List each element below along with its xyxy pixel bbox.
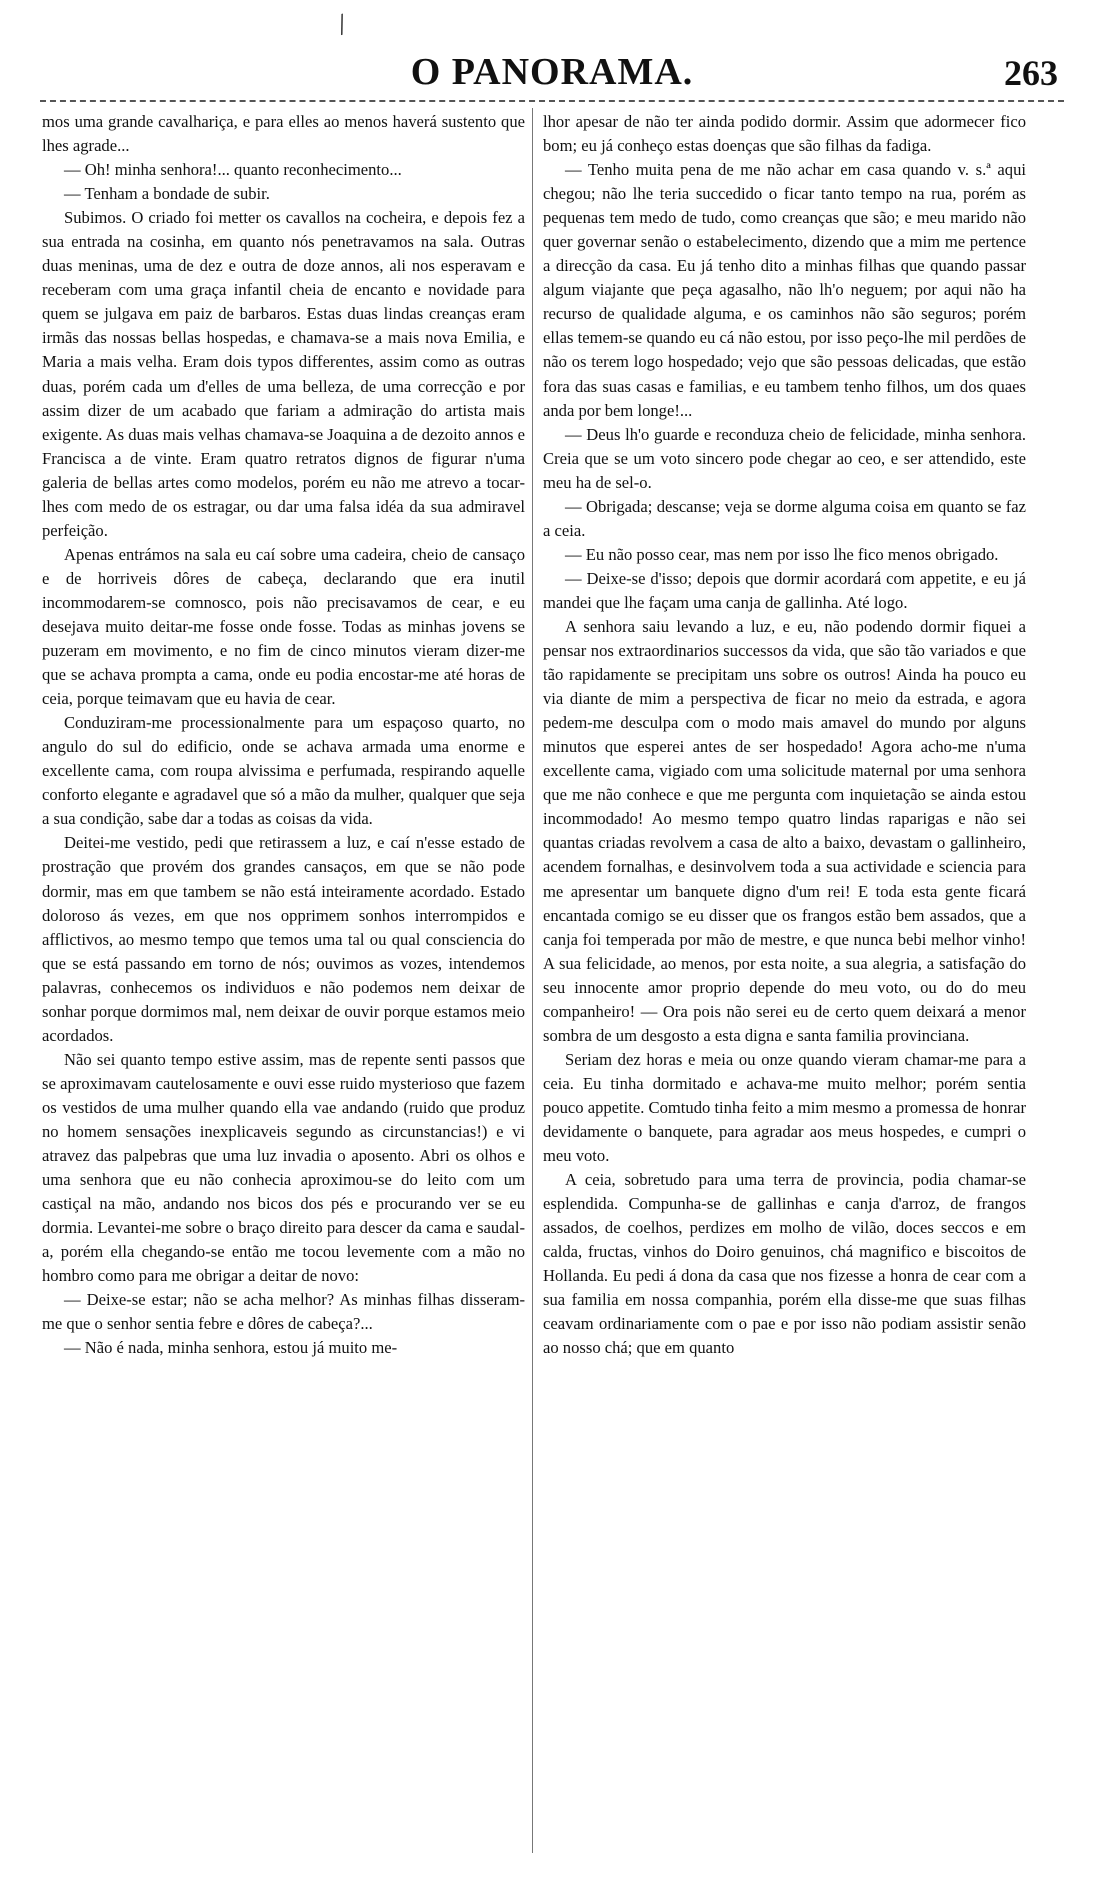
- paragraph: Deitei-me vestido, pedi que retirassem a luz, e caí n'esse estado de prostração que provém dos grandes cansaços, em que se não pode dormir, mas em que tambem se não está inteiramente acordado. Estado doloroso ás vezes, em que nos opprimem sonhos interrompidos e afflictivos, ao mesmo tempo que temos uma tal ou qual consciencia do que se está passando em torno de nós; ouvimos as vozes, intendemos palavras, conhecemos os individuos e não podemos nem deixar de sonhar porque dormimos mal, nem deixar de ouvir porque estamos meio acordados.: [42, 833, 525, 1045]
- paragraph: A ceia, sobretudo para uma terra de provincia, podia chamar-se esplendida. Compunha-se de gallinhas e canja d'arroz, de frangos assados, de coelhos, perdizes em molho de vilão, doces seccos e em calda, fructas, vinhos do Doiro genuinos, chá magnifico e biscoitos de Hollanda. Eu pedi á dona da casa que nos fizesse a honra de cear com a sua familia em nossa companhia, porém ella disse-me que suas filhas ceavam ordinariamente com o pae e por isso não podiam assistir senão ao nosso chá; que em quanto: [543, 1170, 1026, 1358]
- paragraph: — Deus lh'o guarde e reconduza cheio de felicidade, minha senhora. Creia que se um voto sincero pode chegar ao ceo, e ser attendido, este meu ha de sel-o.: [543, 424, 1026, 492]
- paragraph: — Oh! minha senhora!... quanto reconhecimento...: [64, 160, 402, 180]
- column-divider: [532, 108, 533, 1853]
- paragraph: — Tenham a bondade de subir.: [64, 184, 270, 204]
- paragraph: Seriam dez horas e meia ou onze quando vieram chamar-me para a ceia. Eu tinha dormitado e achava-me muito melhor; porém sentia pouco appetite. Comtudo tinha feito a mim mesmo a promessa de honrar devidamente o banquete, para agradar aos meus hospedes, e cumpri o meu voto.: [543, 1049, 1026, 1166]
- paragraph: Não sei quanto tempo estive assim, mas de repente senti passos que se aproximavam cautelosamente e ouvi esse ruido mysterioso que fazem os vestidos de uma mulher quando ella vae andando (ruido que produz no homem sensações inexplicaveis segundo as circunstancias!) e vi atravez das palpebras que uma luz invadia o aposento. Abri os olhos e uma senhora que eu não conhecia aproximou-se do leito com um castiçal na mão, andando nos bicos dos pés e procurando ver se eu dormia. Levantei-me sobre o braço direito para descer da cama e saudal-a, porém ella chegando-se então me tocou levemente com a mão no hombro como para me obrigar a deitar de novo:: [42, 1049, 525, 1286]
- paragraph: — Não é nada, minha senhora, estou já muito me-: [64, 1338, 398, 1358]
- paragraph: Subimos. O criado foi metter os cavallos na cocheira, e depois fez a sua entrada na cosinha, em quanto nós penetravamos na sala. Outras duas meninas, uma de dez e outra de doze annos, ali nos esperavam e receberam com uma graça infantil cheia de encanto e novidade para quem se julgava em paiz de barbaros. Estas duas lindas creanças eram irmãs das nossas bellas hospedas, e chamava-se a mais nova Emilia, e Maria a mais velha. Eram dois typos differentes, assim como as outras duas, porém cada um d'elles de uma belleza, de uma correcção e por assim dizer de um acabado que fariam a admiração do artista mais exigente. As duas mais velhas chamava-se Joaquina a de dezoito annos e Francisca a de vinte. Eram quatro retratos dignos de figurar n'uma galeria de bellas artes como modelos, porém eu não me atrevo a tocar-lhes com medo de os estragar, ou dar uma falsa idéa da sua admiravel perfeição.: [42, 208, 525, 540]
- left-column: [42, 110, 525, 1850]
- page-number: 263: [1004, 53, 1058, 93]
- paragraph: — Deixe-se d'isso; depois que dormir acordará com appetite, e eu já mandei que lhe façam uma canja de gallinha. Até logo.: [543, 568, 1026, 612]
- paragraph: — Eu não posso cear, mas nem por isso lhe fico menos obrigado.: [565, 544, 999, 564]
- paragraph: Conduziram-me processionalmente para um espaçoso quarto, no angulo do sul do edificio, onde se achava armada uma enorme e excellente cama, com roupa alvissima e perfumada, respirando aquelle conforto elegante e agradavel que só a mão da mulher, qualquer que seja a sua condição, sabe dar a todas as coisas da vida.: [42, 713, 525, 829]
- paragraph: Apenas entrámos na sala eu caí sobre uma cadeira, cheio de cansaço e de horriveis dôres de cabeça, declarando que era inutil incommodarem-se comnosco, pois não precisavamos de cear, e eu desejava muito deitar-me fosse onde fosse. Todas as minhas jovens se puzeram em movimento, e no fim de cinco minutos vieram dizer-me que se achava promptа a cama, onde eu podia encostar-me até horas de ceia, porque teimavam que eu havia de cear.: [42, 544, 525, 709]
- paragraph: — Deixe-se estar; não se acha melhor? As minhas filhas disseram-me que o senhor sentia febre e dôres de cabeça?...: [42, 1290, 525, 1334]
- paragraph: mos uma grande cavalhariça, e para elles ao menos haverá sustento que lhes agrade...: [42, 112, 525, 156]
- paragraph: — Tenho muita pena de me não achar em casa quando v. s.ª aqui chegou; não lhe teria succedido o ficar tanto tempo na rua, porém as pequenas tem medo de tudo, como creanças que são; e meu marido não quer governar senão o estabelecimento, dizendo que a mim me pertence a direcção da casa. Eu já tenho dito a minhas filhas que quando passar algum viajante que peça agasalho, não lh'o neguem; por aqui não ha recurso de qualidade alguma, e os caminhos não são seguros; porém ellas temem-se quando eu cá não estou, por isso peço-lhe mil perdões de não os terem logo hospedado; vejo que são pessoas delicadas, que estão fora das suas casas e familias, e eu tambem tenho filhos, um dos quaes anda por bem longe!...: [543, 160, 1026, 420]
- page-header: [40, 50, 1064, 104]
- pencil-mark: /: [332, 7, 352, 42]
- right-column: [543, 110, 1026, 1850]
- paragraph: A senhora saiu levando a luz, e eu, não podendo dormir fiquei a pensar nos extraordinarios successos da vida, que são tão variados e que tão rapidamente se precipitam uns sobre os outros! Ainda ha pouco eu via diante de mim a perspectiva de ficar no meio da estrada, e agora pedem-me desculpa com o modo mais amavel do mundo por alguns minutos que esperei antes de ser hospedado! Agora acho-me n'uma excellente cama, vigiado com uma solicitude maternal por uma senhora que me não conhece e que me pergunta com inquietação se ainda estou incommodado! Ao mesmo tempo quatro lindas raparigas e não sei quantas criadas revolvem a casa de alto a baixo, devastam o gallinheiro, acendem fornalhas, e desinvolvem toda a sua actividade e sciencia para me apresentar um banquete digno d'um rei! E toda esta gente ficará encantada comigo se eu disser que os frangos estão bem assados, que a canja foi temperada por mão de mestre, e que nunca bebi melhor vinho! A sua felicidade, ao menos, por esta noite, a sua alegria, a satisfação do seu innocente amor proprio depende do meu voto, ou do do meu companheiro! — Ora pois não serei eu de certo quem deixará a menor sombra de um desgosto a esta digna e santa familia provinciana.: [543, 616, 1026, 1045]
- page-title: O PANORAMA.: [410, 51, 694, 93]
- header-rule: [40, 100, 1064, 102]
- paragraph: — Obrigada; descanse; veja se dorme alguma coisa em quanto se faz a ceia.: [543, 496, 1026, 540]
- paragraph: lhor apesar de não ter ainda podido dormir. Assim que adormecer fico bom; eu já conheço estas doenças que são filhas da fadiga.: [543, 112, 1026, 156]
